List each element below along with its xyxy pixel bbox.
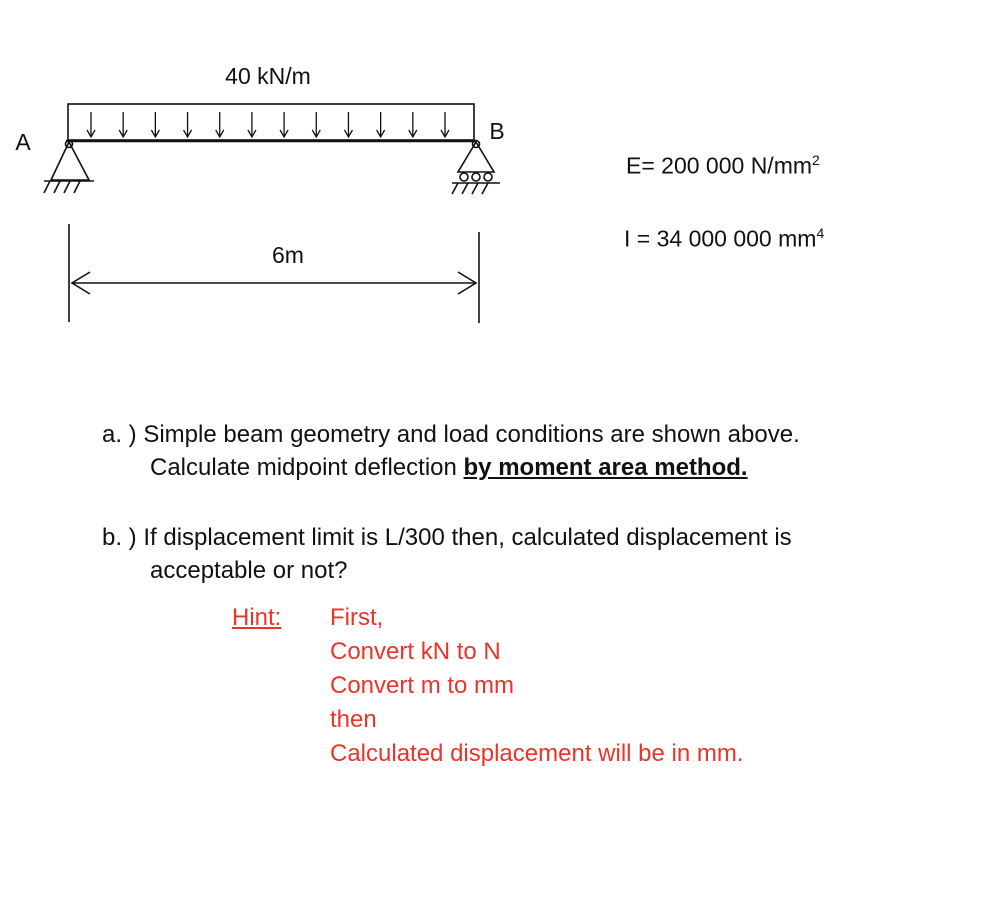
pin-support-a [44,141,94,194]
moment-of-inertia [624,225,824,253]
elastic-modulus [626,152,820,180]
hint-line: then [330,706,377,733]
load-arrows [87,112,449,137]
moment-of-inertia-exponent: 4 [816,225,825,241]
beam-diagram [0,0,560,340]
load-label: 40 kN/m [225,63,311,89]
hint-line: Convert m to mm [330,672,515,699]
hint-line: Calculated displacement will be in mm. [330,740,744,767]
question-a-line2-prefix: Calculate midpoint deflection [150,454,464,481]
moment-area-method: by moment area method. [463,454,748,481]
hint-label: Hint: [232,604,282,631]
span-label: 6m [272,242,304,268]
question-a-line1: a. ) Simple beam geometry and load conditions are shown above. [102,421,800,448]
support-a-label: A [15,129,31,155]
roller-support-b [452,141,500,195]
question-b-line2: acceptable or not? [150,557,348,584]
question-a-line2 [150,452,748,484]
hint-lines [330,601,744,771]
support-b-label: B [489,118,505,144]
hint-line: Convert kN to N [330,638,501,665]
moment-of-inertia-text: I = 34 000 000 mm [624,225,817,252]
hint-line: First, [330,604,384,631]
question-b-line1: b. ) If displacement limit is L/300 then, calculated displacement is [102,524,792,551]
elastic-modulus-exponent: 2 [812,152,820,168]
span-dimension [69,224,479,323]
elastic-modulus-text: E= 200 000 N/mm [626,152,813,179]
